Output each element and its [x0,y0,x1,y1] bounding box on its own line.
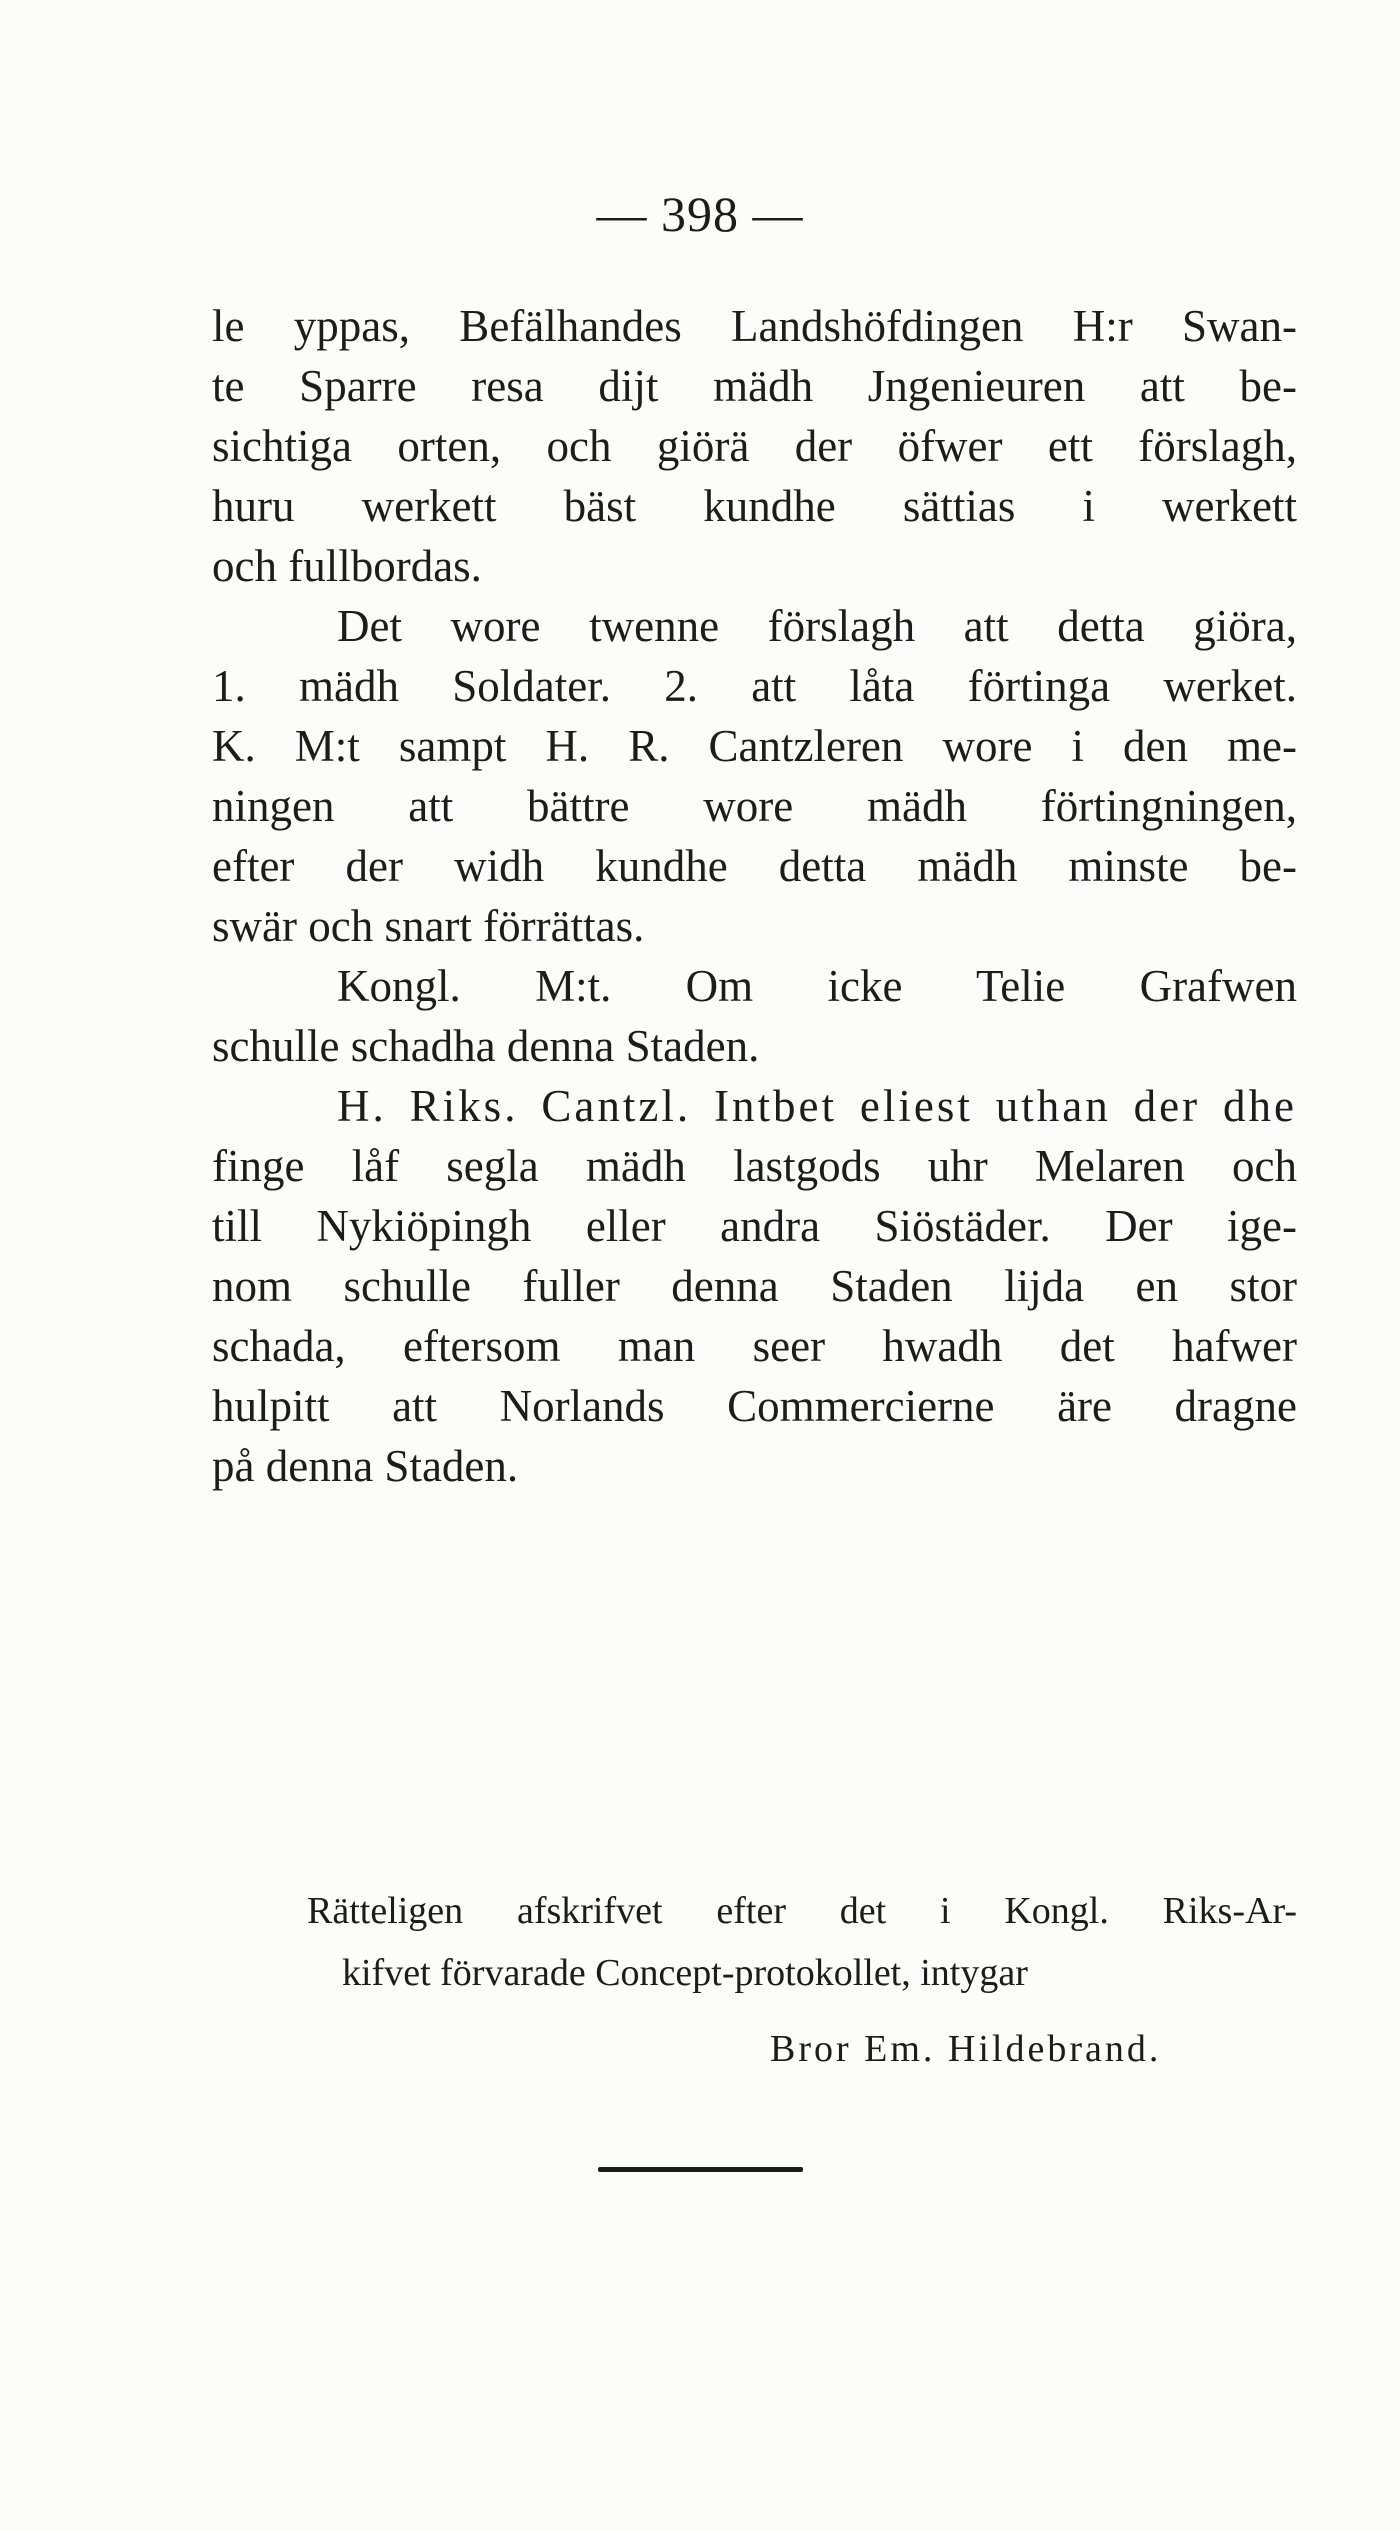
text-line: på denna Staden. [212,1441,519,1491]
text-line: le yppas, Befälhandes Landshöfdingen H:r Swan- [212,301,1297,351]
signature: Bror Em. Hildebrand. [770,2028,1162,2070]
certification-note [212,1880,1297,2004]
text-line: och fullbordas. [212,541,482,591]
text-line: K. M:t sampt H. R. Cantzleren wore i den me- [212,721,1297,771]
text-line: hulpitt att Norlands Commercierne äre dragne [212,1381,1297,1431]
text-line: te Sparre resa dijt mädh Jngenieuren att be- [212,361,1297,411]
text-line: schada, eftersom man seer hwadh det hafwer [212,1321,1297,1371]
text-line: efter der widh kundhe detta mädh minste be- [212,841,1297,891]
text-line: huru werkett bäst kundhe sättias i werkett [212,481,1297,531]
certification-line: kifvet förvarade Concept-protokollet, intygar [342,1952,1028,1994]
page-number: — 398 — [596,186,804,242]
text-line: finge låf segla mädh lastgods uhr Melaren och [212,1141,1297,1191]
text-line: sichtiga orten, och giörä der öfwer ett förslagh, [212,421,1297,471]
certification-line: Rätteligen afskrifvet efter det i Kongl. Riks-Ar- [307,1890,1297,1932]
text-line: 1. mädh Soldater. 2. att låta förtinga werket. [212,661,1297,711]
text-line: Kongl. M:t. Om icke Telie Grafwen [337,961,1297,1011]
text-line: swär och snart förrättas. [212,901,645,951]
end-rule [598,2167,803,2172]
text-line: ningen att bättre wore mädh förtingningen, [212,781,1297,831]
text-line: H. Riks. Cantzl. Intbet eliest uthan der dhe [337,1081,1297,1131]
text-line: nom schulle fuller denna Staden lijda en stor [212,1261,1297,1311]
text-line: Det wore twenne förslagh att detta giöra, [337,601,1297,651]
text-line: schulle schadha denna Staden. [212,1021,760,1071]
main-text [212,296,1297,1496]
text-line: till Nykiöpingh eller andra Siöstäder. Der ige- [212,1201,1297,1251]
